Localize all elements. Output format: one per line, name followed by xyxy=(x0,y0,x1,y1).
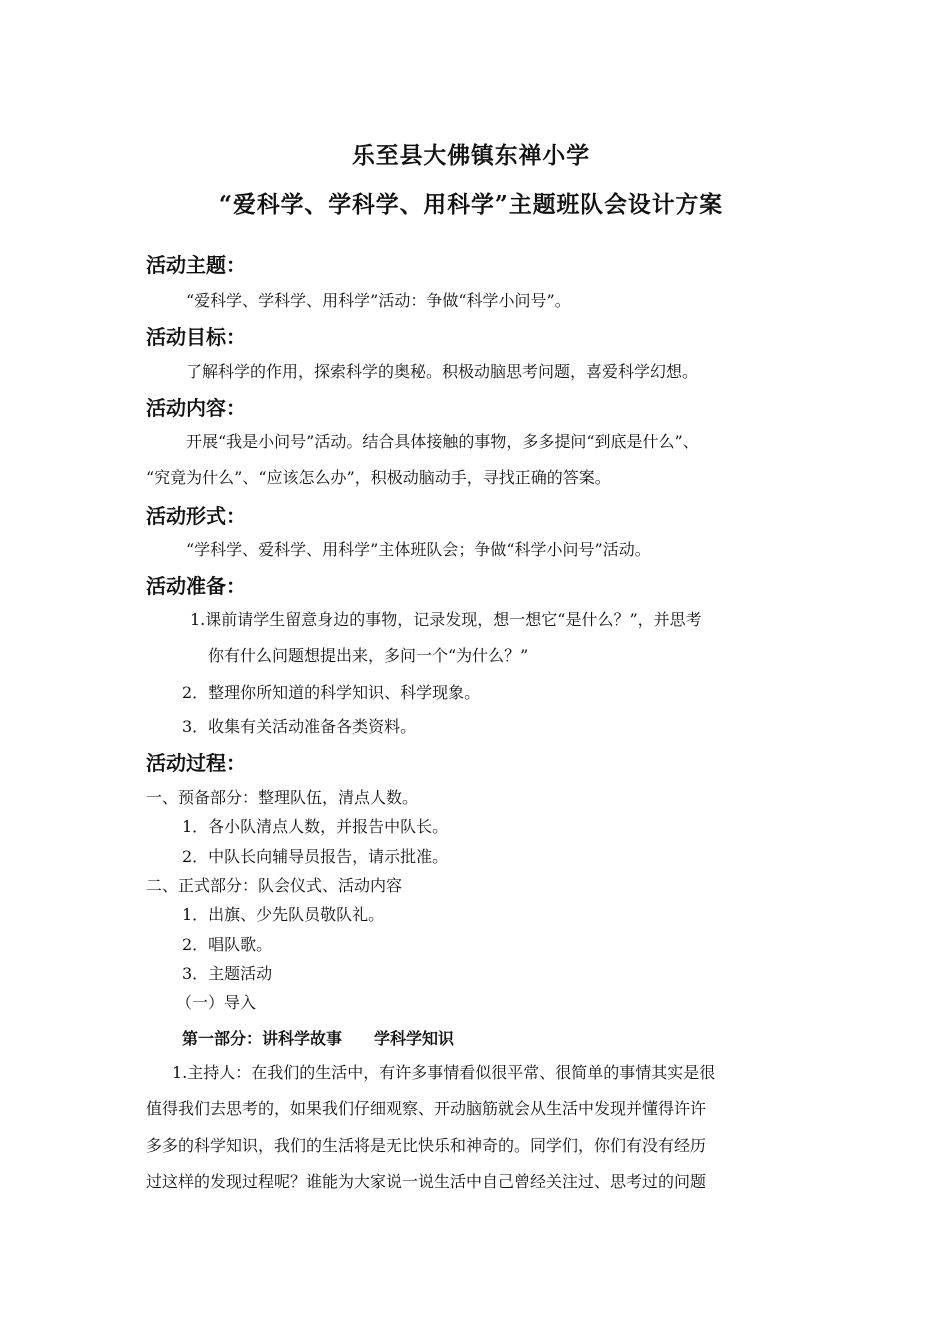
process-part-2-item-2: 2．唱队歌。 xyxy=(182,935,273,954)
prep-item-2: 2．整理你所知道的科学知识、科学现象。 xyxy=(182,683,481,702)
paragraph-line-1: 1.主持人：在我们的生活中，有许多事情看似很平常、很简单的事情其实是很 xyxy=(172,1063,716,1082)
paragraph-line-4: 过这样的发现过程呢？谁能为大家说一说生活中自己曾经关注过、思考过的问题 xyxy=(146,1172,707,1191)
prep-item-1-line2: 你有什么问题想提出来，多问一个“为什么？” xyxy=(208,646,529,665)
theme-text: “爱科学、学科学、用科学”活动：争做“科学小问号”。 xyxy=(186,291,571,310)
paragraph-line-2: 值得我们去思考的，如果我们仔细观察、开动脑筋就会从生活中发现并懂得许许 xyxy=(146,1099,707,1118)
content-text-line2: “究竟为什么”、“应该怎么办”，积极动脑动手，寻找正确的答案。 xyxy=(146,468,611,487)
process-part-1: 一、预备部分：整理队伍，清点人数。 xyxy=(146,788,419,807)
prep-item-1-line1: 1.课前请学生留意身边的事物，记录发现，想一想它“是什么？”，并思考 xyxy=(190,610,702,629)
goal-text: 了解科学的作用，探索科学的奥秘。积极动脑思考问题，喜爱科学幻想。 xyxy=(186,362,699,381)
form-heading: 活动形式： xyxy=(146,504,246,528)
part-one-subheading: 第一部分：讲科学故事 学科学知识 xyxy=(182,1029,455,1048)
process-part-2-item-3: 3．主题活动 xyxy=(182,964,273,983)
plan-title: “爱科学、学科学、用科学”主题班队会设计方案 xyxy=(218,191,724,218)
content-text-line1: 开展“我是小问号”活动。结合具体接触的事物，多多提问“到底是什么”、 xyxy=(186,432,699,451)
prep-heading: 活动准备： xyxy=(146,574,246,598)
theme-heading: 活动主题： xyxy=(146,253,246,277)
process-part-2-item-1: 1．出旗、少先队员敬队礼。 xyxy=(182,905,385,924)
process-part-1-item-1: 1．各小队清点人数，并报告中队长。 xyxy=(182,817,449,836)
process-part-1-item-2: 2．中队长向辅导员报告，请示批准。 xyxy=(182,847,449,866)
content-heading: 活动内容： xyxy=(146,396,246,420)
intro-label: （一）导入 xyxy=(176,993,257,1012)
goal-heading: 活动目标： xyxy=(146,325,246,349)
prep-item-3: 3．收集有关活动准备各类资料。 xyxy=(182,717,417,736)
process-heading: 活动过程： xyxy=(146,751,246,775)
process-part-2: 二、正式部分：队会仪式、活动内容 xyxy=(146,876,403,895)
school-title: 乐至县大佛镇东禅小学 xyxy=(352,142,590,169)
paragraph-line-3: 多多的科学知识，我们的生活将是无比快乐和神奇的。同学们，你们有没有经历 xyxy=(146,1136,707,1155)
form-text: “学科学、爱科学、用科学”主体班队会；争做“科学小问号”活动。 xyxy=(186,540,651,559)
